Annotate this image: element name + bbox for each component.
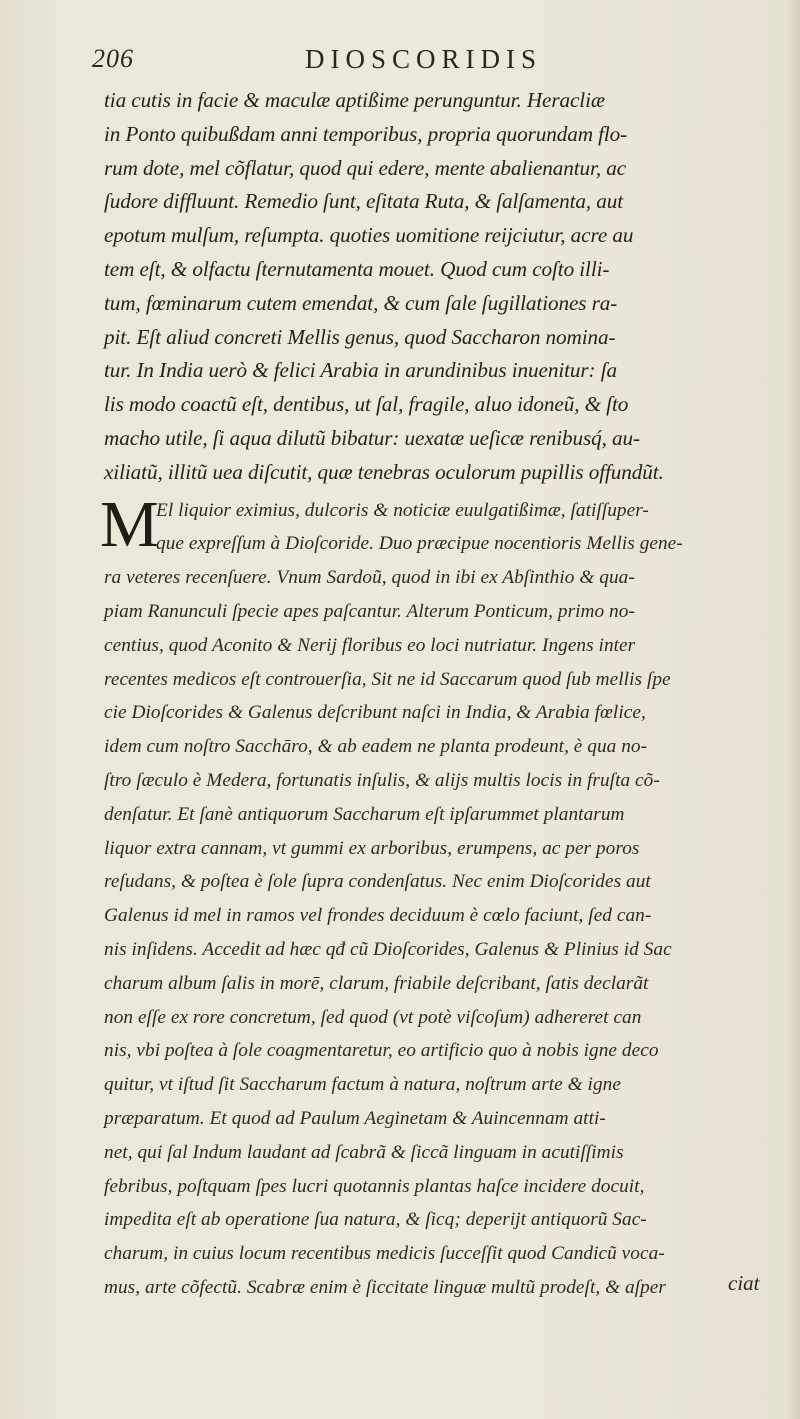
text-line: cie Dioſcorides & Galenus deſcribunt naſci in India, & Arabia fœlice, <box>104 702 646 724</box>
text-line: xiliatũ, illitũ uea diſcutit, quæ tenebras oculorum pupillis offundũt. <box>104 459 664 484</box>
text-line: tum, fœminarum cutem emendat, & cum ſale ſugillationes ra- <box>104 290 618 315</box>
text-line: lis modo coactũ eſt, dentibus, ut ſal, fragile, aluo idoneũ, & ſto <box>104 392 629 417</box>
text-line: nis inſidens. Accedit ad hæc qđ cũ Dioſcorides, Galenus & Plinius id Sac <box>104 938 672 960</box>
running-title: DIOSCORIDIS <box>305 44 543 74</box>
text-line: pit. Eſt aliud concreti Mellis genus, quod Saccharon nomina- <box>104 324 616 349</box>
page-header <box>0 38 800 78</box>
text-line: charum album ſalis in morē, clarum, friabile deſcribant, ſatis declarãt <box>104 972 649 994</box>
text-line: epotum mulſum, reſumpta. quoties uomitione reijciutur, acre au <box>104 223 634 248</box>
page-number: 206 <box>92 44 134 73</box>
text-line: idem cum noſtro Sacchāro, & ab eadem ne planta prodeunt, è qua no- <box>104 736 648 758</box>
text-line: præparatum. Et quod ad Paulum Aeginetam & Auincennam atti- <box>104 1107 606 1129</box>
text-line: denſatur. Et ſanè antiquorum Saccharum eſt ipſarummet plantarum <box>104 803 625 825</box>
paragraph-2 <box>100 487 764 1305</box>
paragraph-1 <box>104 84 764 490</box>
text-line: nis, vbi poſtea à ſole coagmentaretur, eo artificio quo à nobis igne deco <box>104 1040 659 1062</box>
text-line: centius, quod Aconito & Nerij floribus eo loci nutriatur. Ingens inter <box>104 634 636 656</box>
text-line: que expreſſum à Dioſcoride. Duo præcipue nocentioris Mellis gene- <box>156 533 683 555</box>
text-line: rum dote, mel cõflatur, quod qui edere, mente abalienantur, ac <box>104 155 627 180</box>
text-line: macho utile, ſi aqua dilutũ bibatur: uexatæ ueſicæ renibusq́, au- <box>104 425 640 450</box>
text-line: tia cutis in facie & maculæ aptißime perunguntur. Heracliæ <box>104 88 605 112</box>
main-text <box>100 84 764 1305</box>
text-line: in Ponto quibußdam anni temporibus, propria quorundam flo- <box>104 121 628 146</box>
drop-cap: M <box>100 487 159 561</box>
text-line: tem eſt, & olfactu ſternutamenta mouet. Quod cum coſto illi- <box>104 256 610 281</box>
text-line: liquor extra cannam, vt gummi ex arboribus, erumpens, ac per poros <box>104 837 640 859</box>
catchword: ciat <box>728 1271 760 1295</box>
text-line: febribus, poſtquam ſpes lucri quotannis plantas haſce incidere docuit, <box>104 1175 645 1197</box>
text-line: reſudans, & poſtea è ſole ſupra condenſatus. Nec enim Dioſcorides aut <box>104 871 651 893</box>
text-line: ſtro ſæculo è Medera, fortunatis inſulis, & alijs multis locis in fruſta cõ- <box>104 769 660 791</box>
text-line: quitur, vt iſtud ſit Saccharum factum à natura, noſtrum arte & igne <box>104 1074 621 1096</box>
text-line: net, qui ſal Indum laudant ad ſcabrã & ſiccã linguam in acutiſſimis <box>104 1141 624 1163</box>
text-line: mus, arte cõfectũ. Scabræ enim è ſiccitate linguæ multũ prodeſt, & aſper <box>104 1276 666 1298</box>
text-line: charum, in cuius locum recentibus medicis ſucceſſit quod Candicũ voca- <box>104 1243 665 1265</box>
text-line: ſudore diffluunt. Remedio ſunt, eſitata Ruta, & ſalſamenta, aut <box>104 189 624 214</box>
text-line: piam Ranunculi ſpecie apes paſcantur. Alterum Ponticum, primo no- <box>104 600 635 622</box>
text-line: El liquior eximius, dulcoris & noticiæ euulgatißimæ, ſatiſſuper- <box>156 499 649 521</box>
text-line: non eſſe ex rore concretum, ſed quod (vt potè viſcoſum) adhereret can <box>104 1006 642 1028</box>
text-line: ra veteres recenſuere. Vnum Sardoũ, quod in ibi ex Abſinthio & qua- <box>104 567 635 589</box>
text-line: Galenus id mel in ramos vel frondes deciduum è cœlo faciunt, ſed can- <box>104 905 652 927</box>
text-line: impedita eſt ab operatione ſua natura, & ſicq; deperijt antiquorũ Sac- <box>104 1209 647 1231</box>
text-line: tur. In India uerò & felici Arabia in arundinibus inuenitur: ſa <box>104 358 617 383</box>
text-line: recentes medicos eſt controuerſia, Sit ne id Saccarum quod ſub mellis ſpe <box>104 668 671 690</box>
page-edge-shadow <box>786 0 800 1419</box>
